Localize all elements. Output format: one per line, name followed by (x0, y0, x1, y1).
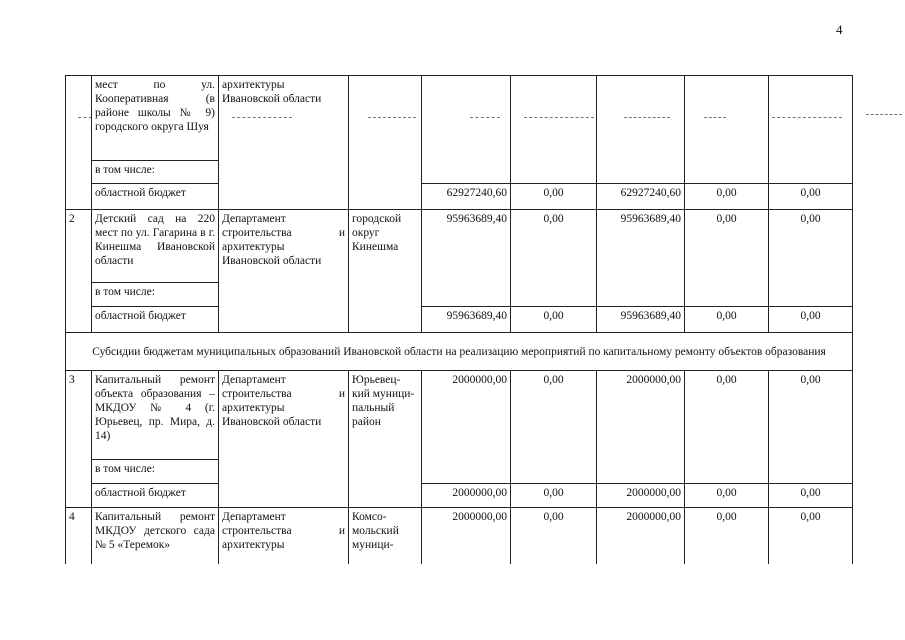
value-cell: 0,00 (511, 371, 597, 484)
regional-budget-label: областной бюджет (92, 484, 219, 508)
value-cell: 2000000,00 (597, 508, 685, 564)
regional-value-cell: 95963689,40 (422, 307, 511, 333)
value-cell: 2000000,00 (422, 371, 511, 484)
row-number-cell (66, 76, 92, 210)
value-cell (769, 76, 853, 184)
budget-table (65, 75, 853, 564)
regional-budget-label: областной бюджет (92, 307, 219, 333)
value-cell (422, 76, 511, 184)
value-cell: 0,00 (685, 508, 769, 564)
territory-cell: Юрьевец-кий муници-пальный район (349, 371, 422, 508)
territory-cell (349, 76, 422, 210)
table-row (66, 210, 853, 283)
value-cell (511, 76, 597, 184)
responsible-department-cell: архитектуры Ивановской области (219, 76, 349, 210)
in-total-label: в том числе: (92, 283, 219, 307)
territory-cell: городской округ Кинешма (349, 210, 422, 333)
regional-value-cell: 2000000,00 (422, 484, 511, 508)
regional-value-cell: 0,00 (511, 307, 597, 333)
value-cell: 2000000,00 (422, 508, 511, 564)
regional-value-cell: 0,00 (685, 484, 769, 508)
object-name-cell: Капитальный ремонт МКДОУ детского сада № 5 «Теремок» (92, 508, 219, 564)
section-heading: Субсидии бюджетам муниципальных образований Ивановской области на реализацию мероприятий по капитальному ремонту объектов образования (66, 333, 853, 371)
regional-value-cell: 0,00 (511, 484, 597, 508)
value-cell: 0,00 (511, 508, 597, 564)
regional-value-cell: 0,00 (769, 307, 853, 333)
table-row (66, 76, 853, 161)
territory-cell: Комсо-мольский муници- (349, 508, 422, 564)
object-name-cell: Детский сад на 220 мест по ул. Гагарина в г. Кинешма Ивановской области (92, 210, 219, 283)
table-row (66, 508, 853, 564)
in-total-label: в том числе: (92, 460, 219, 484)
in-total-label: в том числе: (92, 161, 219, 184)
regional-value-cell: 62927240,60 (422, 184, 511, 210)
value-cell: 0,00 (511, 210, 597, 307)
table-row (66, 484, 853, 508)
regional-value-cell: 0,00 (769, 184, 853, 210)
row-number-cell: 2 (66, 210, 92, 333)
regional-value-cell: 0,00 (511, 184, 597, 210)
value-cell (597, 76, 685, 184)
value-cell: 95963689,40 (422, 210, 511, 307)
value-cell: 0,00 (685, 371, 769, 484)
table-row (66, 184, 853, 210)
regional-value-cell: 0,00 (685, 184, 769, 210)
responsible-department-cell: Департамент строительства и архитектуры (219, 508, 349, 564)
table-row (66, 307, 853, 333)
value-cell: 0,00 (769, 210, 853, 307)
value-cell: 0,00 (769, 508, 853, 564)
regional-value-cell: 0,00 (685, 307, 769, 333)
value-cell: 0,00 (769, 371, 853, 484)
responsible-department-cell: Департамент строительства и архитектуры Ивановской области (219, 371, 349, 508)
page-number: 4 (836, 22, 843, 37)
value-cell: 95963689,40 (597, 210, 685, 307)
row-number-cell: 4 (66, 508, 92, 564)
value-cell: 0,00 (685, 210, 769, 307)
object-name-cell: Капитальный ремонт объекта образования – МКДОУ № 4 (г. Юрьевец, пр. Мира, д. 14) (92, 371, 219, 460)
responsible-department-cell: Департамент строительства и архитектуры Ивановской области (219, 210, 349, 333)
regional-value-cell: 2000000,00 (597, 484, 685, 508)
scan-artifact-line (866, 114, 902, 115)
regional-budget-label: областной бюджет (92, 184, 219, 210)
value-cell: 2000000,00 (597, 371, 685, 484)
regional-value-cell: 62927240,60 (597, 184, 685, 210)
table-row (66, 333, 853, 371)
value-cell (685, 76, 769, 184)
row-number-cell: 3 (66, 371, 92, 508)
table-row (66, 371, 853, 460)
regional-value-cell: 0,00 (769, 484, 853, 508)
object-name-cell: мест по ул. Кооперативная (в районе школы № 9) городского округа Шуя (92, 76, 219, 161)
regional-value-cell: 95963689,40 (597, 307, 685, 333)
